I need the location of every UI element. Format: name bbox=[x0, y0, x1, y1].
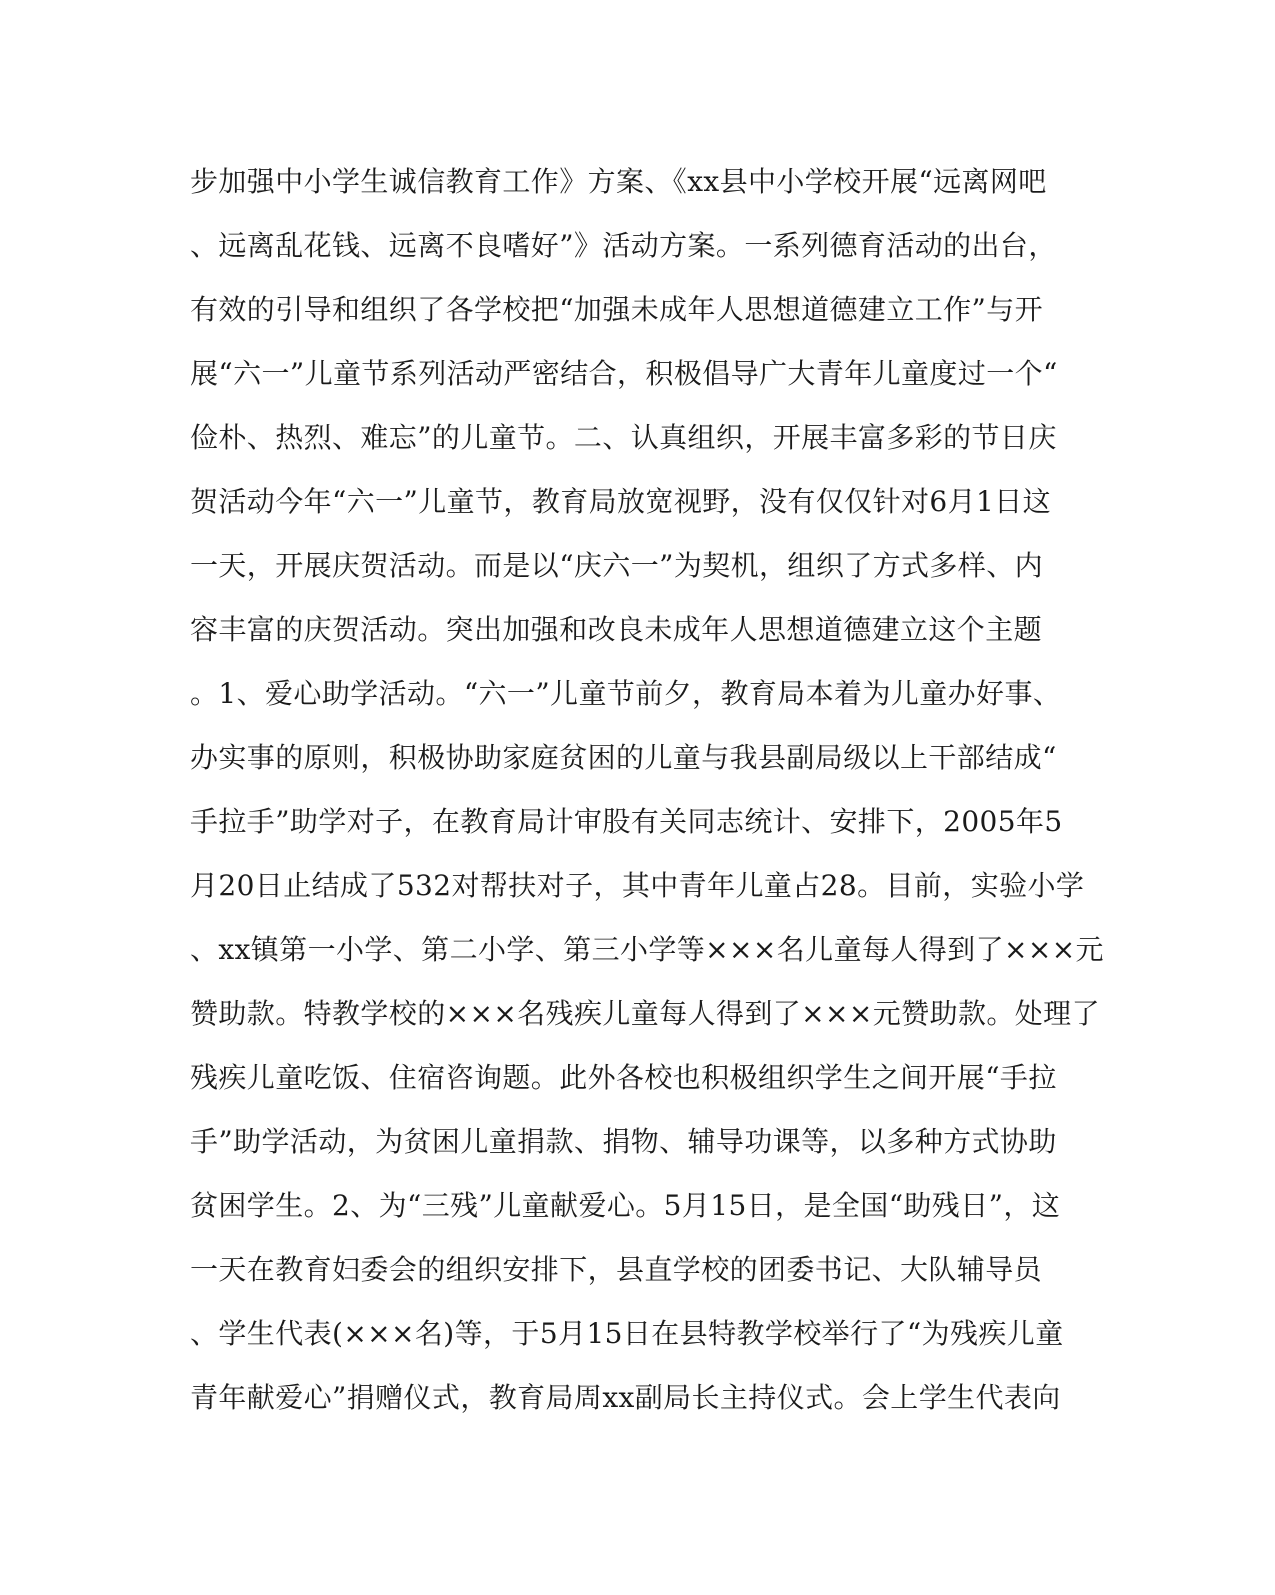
text-line: 俭朴、热烈、难忘”的儿童节。二、认真组织，开展丰富多彩的节日庆 bbox=[190, 421, 1057, 454]
text-line: 办实事的原则，积极协助家庭贫困的儿童与我县副局级以上干部结成“ bbox=[190, 741, 1057, 774]
text-line: 有效的引导和组织了各学校把“加强未成年人思想道德建立工作”与开 bbox=[190, 293, 1044, 326]
text-line: 手拉手”助学对子，在教育局计审股有关同志统计、安排下，2005年5 bbox=[190, 805, 1063, 838]
text-line: 、远离乱花钱、远离不良嗜好”》活动方案。一系列德育活动的出台， bbox=[190, 229, 1057, 262]
text-line: 、xx镇第一小学、第二小学、第三小学等×××名儿童每人得到了×××元 bbox=[190, 933, 1104, 966]
body-text bbox=[190, 150, 1104, 1430]
text-line: 一天在教育妇委会的组织安排下，县直学校的团委书记、大队辅导员 bbox=[190, 1253, 1043, 1286]
text-line: 手”助学活动，为贫困儿童捐款、捐物、辅导功课等，以多种方式协助 bbox=[190, 1125, 1057, 1158]
text-line: 贫困学生。2、为“三残”儿童献爱心。5月15日，是全国“助残日”，这 bbox=[190, 1189, 1061, 1222]
text-line: 。1、爱心助学活动。“六一”儿童节前夕，教育局本着为儿童办好事、 bbox=[190, 677, 1062, 710]
text-line: 赞助款。特教学校的×××名残疾儿童每人得到了×××元赞助款。处理了 bbox=[190, 997, 1100, 1030]
text-line: 贺活动今年“六一”儿童节，教育局放宽视野，没有仅仅针对6月1日这 bbox=[190, 485, 1052, 518]
text-line: 月20日止结成了532对帮扶对子，其中青年儿童占28。目前，实验小学 bbox=[190, 869, 1085, 902]
text-line: 一天，开展庆贺活动。而是以“庆六一”为契机，组织了方式多样、内 bbox=[190, 549, 1044, 582]
text-line: 展“六一”儿童节系列活动严密结合，积极倡导广大青年儿童度过一个“ bbox=[190, 357, 1058, 390]
text-line: 步加强中小学生诚信教育工作》方案、《xx县中小学校开展“远离网吧 bbox=[190, 165, 1047, 198]
text-line: 容丰富的庆贺活动。突出加强和改良未成年人思想道德建立这个主题 bbox=[190, 613, 1043, 646]
text-line: 残疾儿童吃饭、住宿咨询题。此外各校也积极组织学生之间开展“手拉 bbox=[190, 1061, 1057, 1094]
text-line: 青年献爱心”捐赠仪式，教育局周xx副局长主持仪式。会上学生代表向 bbox=[190, 1381, 1061, 1414]
text-line: 、学生代表(×××名)等，于5月15日在县特教学校举行了“为残疾儿童 bbox=[190, 1317, 1064, 1350]
